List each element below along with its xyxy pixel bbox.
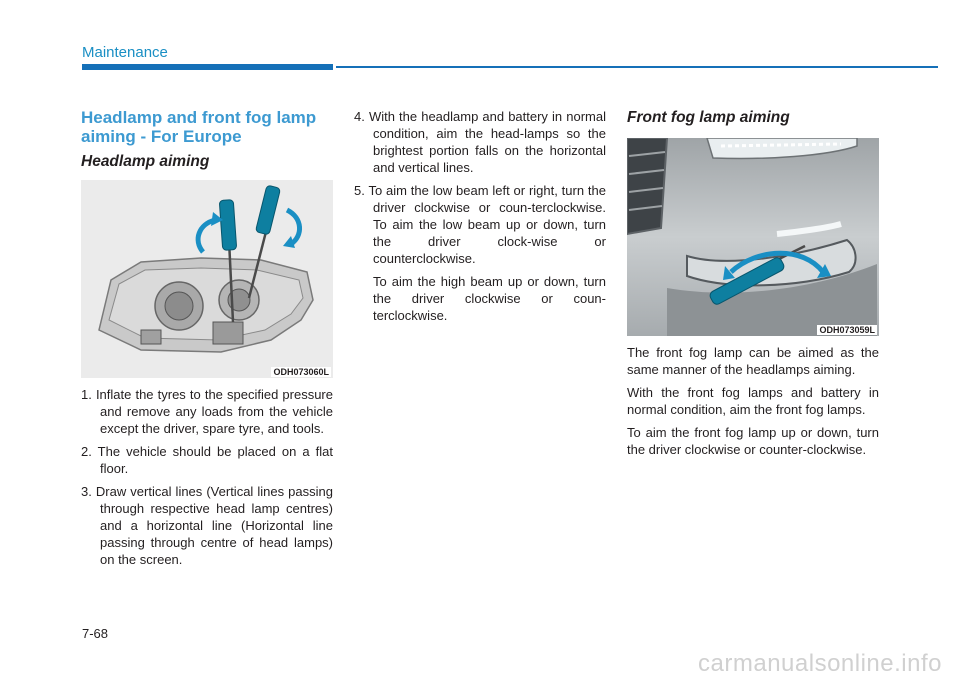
step-1: 1. Inflate the tyres to the specified pressure and remove any loads from the vehicle except the driver, spare tyre, and tools.	[81, 387, 333, 436]
section-title-line1: Headlamp and front fog lamp	[81, 108, 317, 127]
fog-lamp-aiming-subtitle: Front fog lamp aiming	[627, 109, 790, 126]
steps-list	[81, 386, 333, 568]
high-beam-note: To aim the high beam up or down, turn the driver clockwise or coun-terclockwise.	[373, 274, 606, 323]
paragraph: With the front fog lamps and battery in normal condition, aim the front fog lamps.	[627, 385, 879, 417]
step-2: 2. The vehicle should be placed on a flat floor.	[81, 444, 333, 476]
step-3: 3. Draw vertical lines (Vertical lines passing through respective head lamp centres) and a horizontal line (Horizontal line passing through centre of head lamps) on the screen.	[81, 484, 333, 567]
column-fog-lamp	[627, 108, 879, 464]
figure-code: ODH073059L	[819, 325, 875, 335]
fog-lamp-text	[627, 344, 879, 458]
watermark: carmanualsonline.info	[698, 650, 942, 677]
steps-list-continued	[354, 108, 606, 267]
header-rule-thin	[336, 66, 938, 68]
fog-lamp-figure	[627, 138, 879, 336]
section-title	[81, 108, 333, 146]
headlamp-figure	[81, 180, 333, 378]
paragraph: The front fog lamp can be aimed as the same manner of the headlamps aiming.	[627, 345, 879, 377]
section-label: Maintenance	[82, 44, 168, 61]
headlamp-aiming-subtitle: Headlamp aiming	[81, 153, 210, 170]
headlamp-illustration	[81, 180, 333, 378]
fog-lamp-illustration	[627, 138, 879, 336]
section-title-line2: aiming - For Europe	[81, 127, 242, 146]
column-headlamp	[81, 108, 333, 574]
step-5: 5. To aim the low beam left or right, turn the driver clockwise or coun-terclockwise. To aim the low beam up or down, turn the driver clock-wise or counterclockwise.	[354, 183, 606, 266]
column-steps	[354, 108, 606, 324]
paragraph: To aim the front fog lamp up or down, turn the driver clockwise or counter-clockwise.	[627, 425, 879, 457]
step-4: 4. With the headlamp and battery in normal condition, aim the head-lamps so the brightest portion falls on the horizontal and vertical lines.	[354, 109, 606, 175]
figure-code: ODH073060L	[273, 367, 329, 377]
page-number: 7-68	[82, 626, 109, 641]
header-rule-thick	[82, 64, 333, 70]
